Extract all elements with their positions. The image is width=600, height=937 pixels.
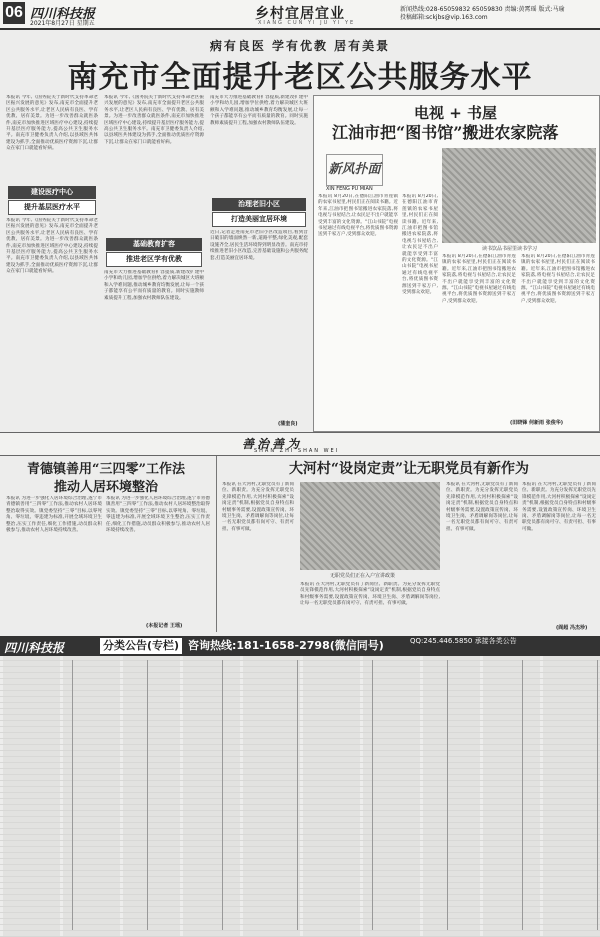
article-right-body-1: 本报讯 在大河村,无职党员有了新岗位、新职责。为充分发挥无职党员先锋模范作用,大河村积极探索“设岗定责”机制,根据党员自身特点和村级事务需要,设置政策宣传岗、环境卫生岗、矛盾调解岗等岗位,让每一名无职党员都有岗可守、有责可担、有事可做。 <box>222 482 294 532</box>
column-pinyin: XIN FENG PU MIAN <box>326 186 373 192</box>
article-right-headline: 大河村“设岗定责”让无职党员有新作为 <box>288 461 530 477</box>
lead-byline: (蒲奎良) <box>278 421 298 427</box>
banner-paper-name: 四川科技报 <box>4 641 65 655</box>
ribbon-pinyin: SHAN ZHI SHAN WEI <box>254 448 340 454</box>
paper-name: 四川科技报 <box>30 7 96 22</box>
subhead-education: 基础教育扩容 <box>106 238 202 251</box>
feature-body-col4: 本报讯 8月20日,在德阳江油市青莲镇的农家书屋里,村民们正在阅读书籍。近年来,江油市把图书馆搬进农家院落,将电视与书屋结合,让农民足不出户就能享受到丰富的文化资源。“江山书院”电视书屋通过有线电视平台,将优质图书资源送到千家万户,受到群众欢迎。 <box>521 254 595 304</box>
contact-line-2: 投稿邮箱:sckjbs@vip.163.com <box>400 14 488 21</box>
feature-body-col1: 本报讯 8月20日,在德阳江油市青莲镇的农家书屋里,村民们正在阅读书籍。近年来,江油市把图书馆搬进农家院落,将电视与书屋结合,让农民足不出户就能享受到丰富的文化资源。“江山书院”电视书屋通过有线电视平台,将优质图书资源送到千家万户,受到群众欢迎。 <box>318 194 398 238</box>
lead-body-1: 本报讯 今年,《国务院关于新时代支持革命老区振兴发展的意见》发布,南充市全面提升老区公共服务水平,让老区人民病有良医、学有优教、居有美景。为进一步改善群众就医条件,南充市加快推进区域医疗中心建设,持续提升基层医疗服务能力,提高公共卫生服务水平。南充市卫健委负责人介绍,以县域医共体建设为抓手,全面推动优质医疗资源下沉,让群众在家门口就能看好病。 <box>6 95 98 152</box>
contact-line-1: 新闻热线:028-65059832 65059830 责编:黄霄瑶 版式:马瑜 <box>400 6 565 13</box>
feature-body-col3: 本报讯 8月20日,在德阳江油市青莲镇的农家书屋里,村民们正在阅读书籍。近年来,江油市把图书馆搬进农家院落,将电视与书屋结合,让农民足不出户就能享受到丰富的文化资源。“江山书院”电视书屋通过有线电视平台,将优质图书资源送到千家万户,受到群众欢迎。 <box>442 254 516 304</box>
page-number: 06 <box>3 2 25 24</box>
subhead-community: 治理老旧小区 <box>212 198 306 211</box>
article-right-byline: (阎超 冯杰珍) <box>556 625 588 631</box>
feature-title-2: 江油市把“图书馆”搬进农家院落 <box>332 123 559 142</box>
article-left-body-1: 本报讯 为进一步强化人居环境综合治理,遂宁市青德镇善用“三四零”工作法,推动农村人居环境整治取得实效。镇党委坚持“三零”目标,以零死角、零垃圾、零违建为标准,开展全域环境卫生整治,压实工作责任,细化工作措施,动员群众积极参与,推动农村人居环境持续改善。 <box>6 496 102 534</box>
article-left-body-2: 本报讯 为进一步强化人居环境综合治理,遂宁市青德镇善用“三四零”工作法,推动农村人居环境整治取得实效。镇党委坚持“三零”目标,以零死角、零垃圾、零违建为标准,开展全域环境卫生整治,压实工作责任,细化工作措施,动员群众积极参与,推动农村人居环境持续改善。 <box>106 496 210 534</box>
classified-tag: 分类公告(专栏) <box>100 638 182 654</box>
section-pinyin: XIANG CUN YI JU YI YE <box>258 20 356 26</box>
subhead-community-2: 打造美丽宜居环境 <box>212 212 306 227</box>
lead-body-3a: 南充市大力推进基础教育扩容提质,新建改扩建中小学和幼儿园,增加学位供给,着力解决城区大班额和入学难问题,推动城乡教育均衡发展,让每一个孩子都能享有公平而有质量的教育。同时实施教师素质提升工程,加强农村教师队伍建设。 <box>210 95 308 126</box>
ribbon-title: 善治善为 <box>242 437 303 451</box>
masthead-contact <box>400 6 596 22</box>
issue-date: 2021年8月27日 星期五 <box>30 20 95 27</box>
article-right-photo <box>300 482 440 570</box>
article-right-body-2: 本报讯 在大河村,无职党员有了新岗位、新职责。为充分发挥无职党员先锋模范作用,大河村积极探索“设岗定责”机制,根据党员自身特点和村级事务需要,设置政策宣传岗、环境卫生岗、矛盾调解岗等岗位,让每一名无职党员都有岗可守、有责可担、有事可做。 <box>300 582 440 607</box>
section-ribbon <box>0 432 600 456</box>
feature-title-1: 电视 + 书屋 <box>414 104 498 122</box>
section-title: 乡村宜居宜业 <box>255 6 345 22</box>
column-logo: 新风扑面 <box>326 154 383 186</box>
classified-column <box>450 660 523 930</box>
subhead-medical: 建设医疗中心 <box>8 186 96 199</box>
article-left-byline: (本报记者 王瑶) <box>146 623 183 629</box>
feature-byline: (田晓锋 何新雨 张俊华) <box>510 420 564 426</box>
lead-kicker: 病有良医 学有优教 居有美景 <box>209 39 391 53</box>
subhead-education-2: 推进老区学有优教 <box>106 252 202 267</box>
classified-column <box>375 660 448 930</box>
lead-body-3: 近日,记者走进南充市老旧小区改造项目,看到昔日破旧的墙面焕然一新,道路平整,绿化美观,配套设施齐全,居民生活环境得到明显改善。南充市持续推进老旧小区改造,完善基础设施和公共服务配套,打造美丽宜居环境。 <box>210 230 308 261</box>
classified-qq: QQ:245.446.5850 承接各类公告 <box>410 637 517 645</box>
lead-body-2: 南充市大力推进基础教育扩容提质,新建改扩建中小学和幼儿园,增加学位供给,着力解决城区大班额和入学难问题,推动城乡教育均衡发展,让每一个孩子都能享有公平而有质量的教育。同时实施教师素质提升工程,加强农村教师队伍建设。 <box>104 270 204 301</box>
masthead <box>0 0 600 30</box>
classified-column <box>0 660 73 930</box>
subhead-medical-2: 提升基层医疗水平 <box>8 200 96 215</box>
feature-body-col2: 本报讯 8月20日,在德阳江油市青莲镇的农家书屋里,村民们正在阅读书籍。近年来,江油市把图书馆搬进农家院落,将电视与书屋结合,让农民足不出户就能享受到丰富的文化资源。“江山书院”电视书屋通过有线电视平台,将优质图书资源送到千家万户,受到群众欢迎。 <box>402 194 438 296</box>
classified-banner <box>0 636 600 656</box>
column-divider <box>216 456 217 632</box>
article-right-body-4: 本报讯 在大河村,无职党员有了新岗位、新职责。为充分发挥无职党员先锋模范作用,大河村积极探索“设岗定责”机制,根据党员自身特点和村级事务需要,设置政策宣传岗、环境卫生岗、矛盾调解岗等岗位,让每一名无职党员都有岗可守、有责可担、有事可做。 <box>522 482 596 532</box>
article-right-photo-caption: 无职党员们正在入户宣讲政策 <box>330 573 396 579</box>
classified-column <box>225 660 298 930</box>
classified-column <box>150 660 223 930</box>
article-right-body-3: 本报讯 在大河村,无职党员有了新岗位、新职责。为充分发挥无职党员先锋模范作用,大河村积极探索“设岗定责”机制,根据党员自身特点和村级事务需要,设置政策宣传岗、环境卫生岗、矛盾调解岗等岗位,让每一名无职党员都有岗可守、有责可担、有事可做。 <box>446 482 518 532</box>
classified-column <box>525 660 598 930</box>
classified-column <box>300 660 373 930</box>
article-left-headline-2: 推动人居环境整治 <box>53 480 158 495</box>
lead-body-2a: 本报讯 今年,《国务院关于新时代支持革命老区振兴发展的意见》发布,南充市全面提升老区公共服务水平,让老区人民病有良医、学有优教、居有美景。为进一步改善群众就医条件,南充市加快推进区域医疗中心建设,持续提升基层医疗服务能力,提高公共卫生服务水平。南充市卫健委负责人介绍,以县域医共体建设为抓手,全面推动优质医疗资源下沉,让群众在家门口就能看好病。 <box>104 95 204 145</box>
feature-box <box>313 95 600 432</box>
article-left-headline-1: 青德镇善用“三四零”工作法 <box>27 462 185 477</box>
lead-headline: 南充市全面提升老区公共服务水平 <box>67 60 533 95</box>
feature-photo <box>442 148 596 243</box>
feature-photo-caption: 读书饮品书屋里读书学习 <box>482 246 538 252</box>
classified-hotline: 咨询热线:181-1658-2798(微信同号) <box>188 639 384 652</box>
lead-body-1b: 本报讯 今年,《国务院关于新时代支持革命老区振兴发展的意见》发布,南充市全面提升老区公共服务水平,让老区人民病有良医、学有优教、居有美景。为进一步改善群众就医条件,南充市加快推进区域医疗中心建设,持续提升基层医疗服务能力,提高公共卫生服务水平。南充市卫健委负责人介绍,以县域医共体建设为抓手,全面推动优质医疗资源下沉,让群众在家门口就能看好病。 <box>6 218 98 275</box>
classified-column <box>75 660 148 930</box>
